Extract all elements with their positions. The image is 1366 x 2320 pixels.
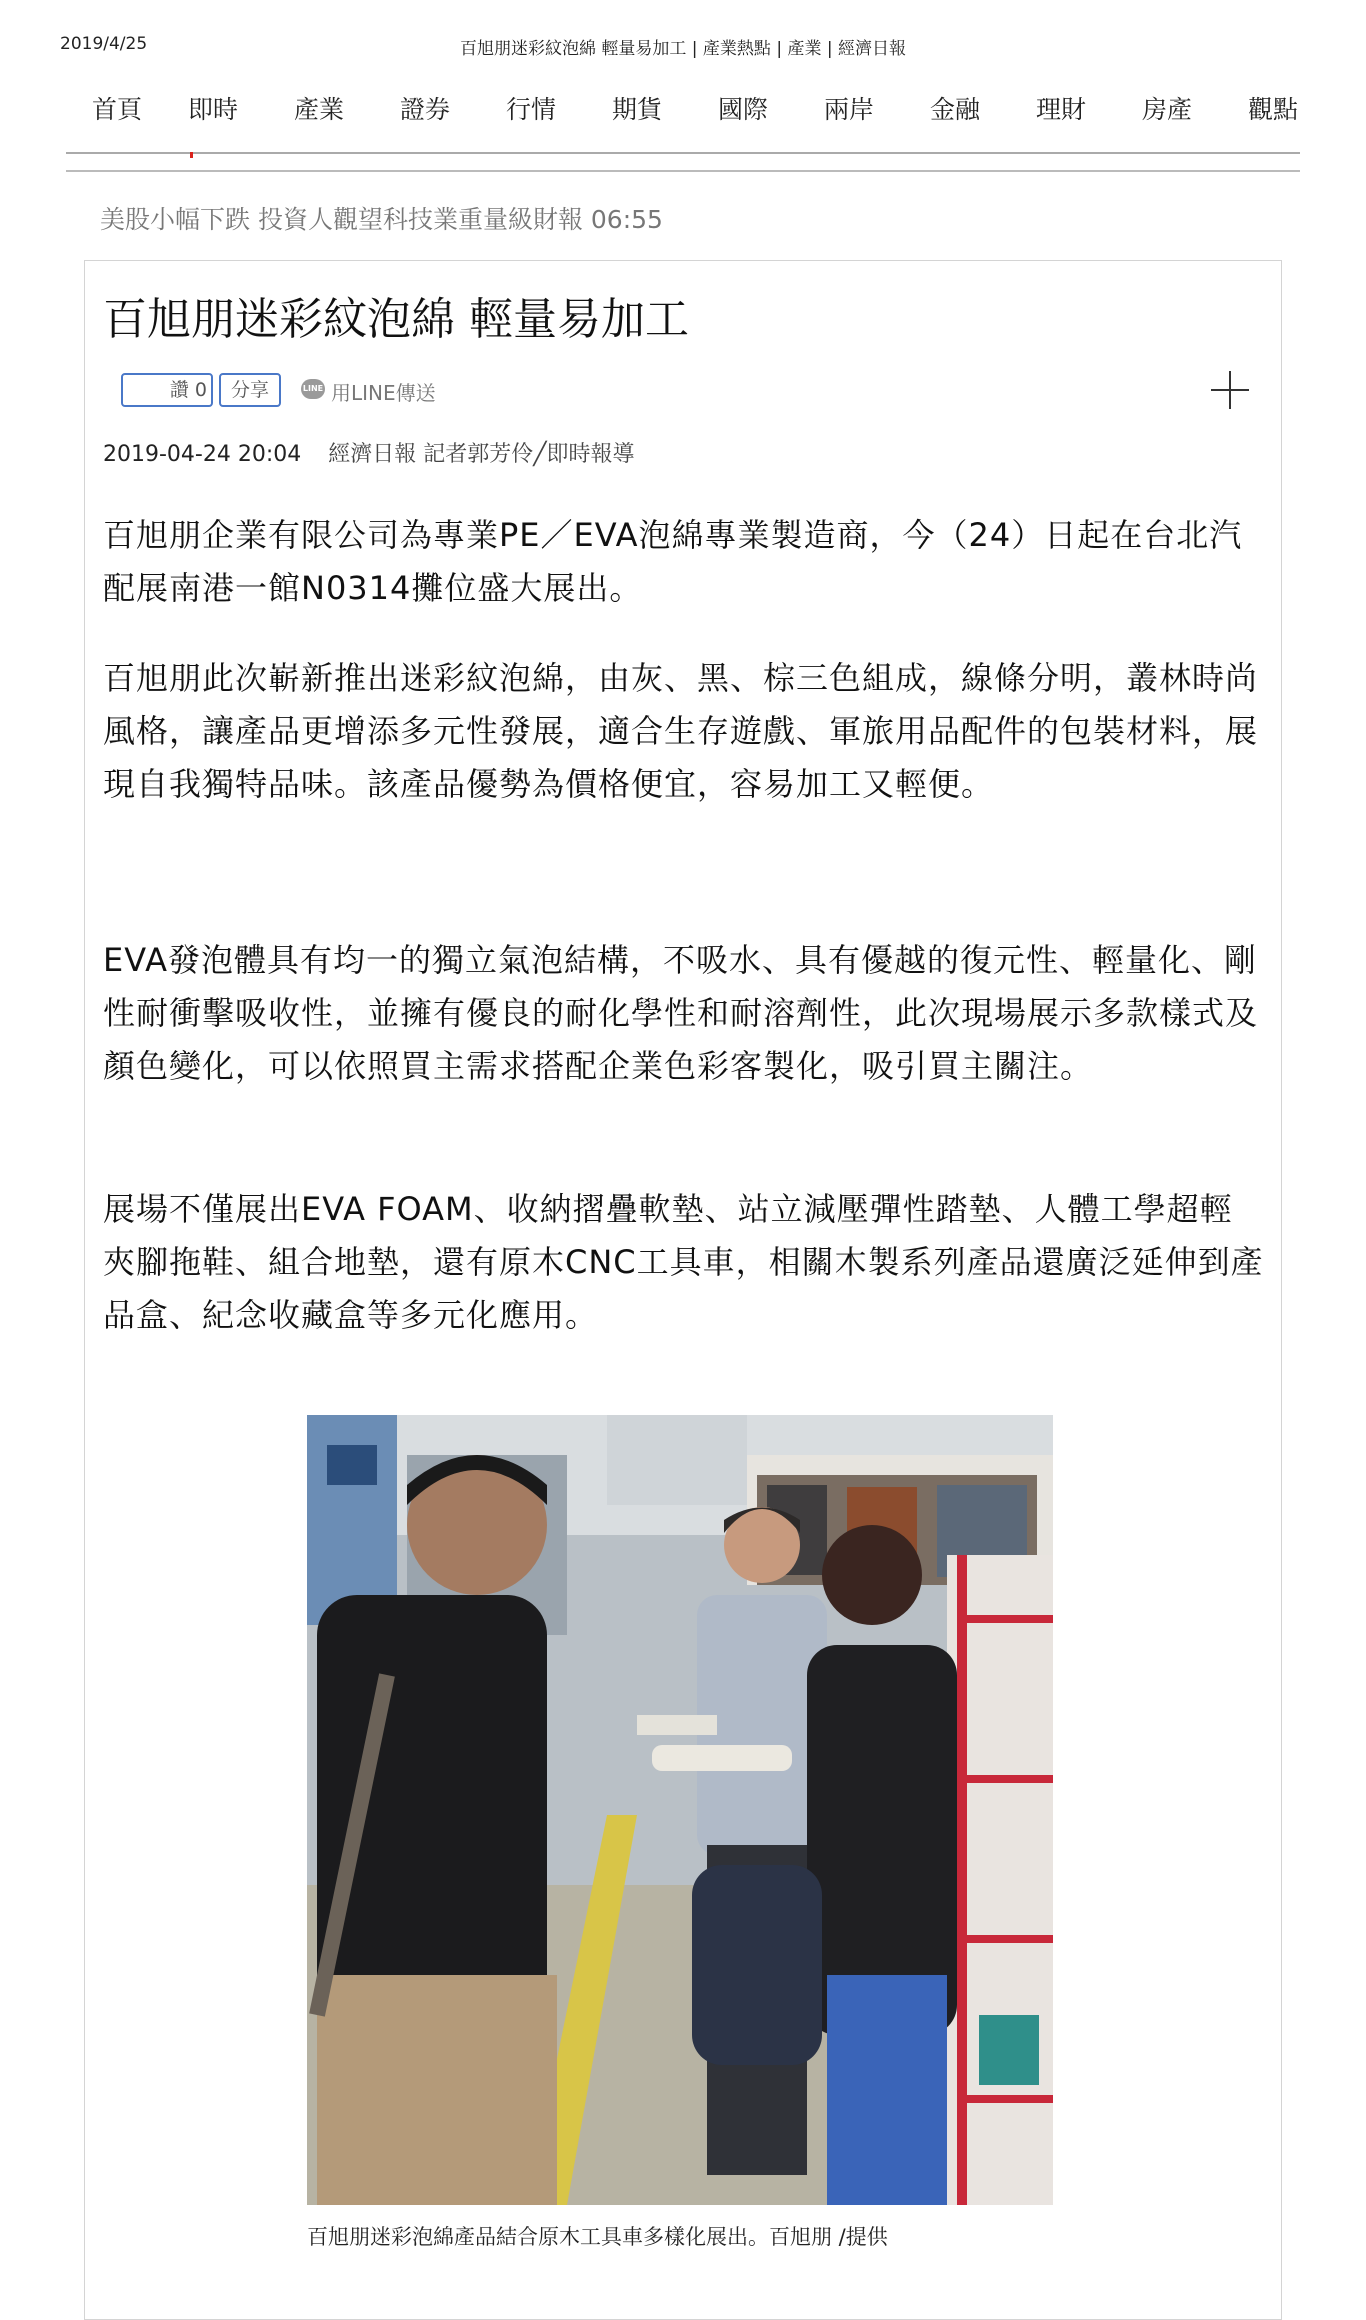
article-photo: [307, 1415, 1053, 2205]
article-datetime: 2019-04-24 20:04: [103, 442, 302, 467]
nav-item-futures[interactable]: 期貨: [612, 95, 663, 124]
nav-item-property[interactable]: 房產: [1142, 95, 1193, 124]
nav-item-securities[interactable]: 證券: [400, 95, 451, 124]
nav-item-opinion[interactable]: 觀點: [1248, 95, 1299, 124]
article-paragraph: 百旭朋企業有限公司為專業PE／EVA泡綿專業製造商，今（24）日起在台北汽配展南港一館N0314攤位盛大展出。: [103, 516, 1243, 607]
print-header: [0, 28, 1366, 58]
line-share-link[interactable]: 用LINE傳送: [331, 381, 436, 405]
nav-item-finance[interactable]: 金融: [930, 95, 981, 124]
nav-item-international[interactable]: 國際: [718, 95, 769, 124]
print-date: 2019/4/25: [60, 34, 148, 54]
nav-divider-lower: [66, 170, 1300, 172]
plus-icon[interactable]: [1207, 367, 1253, 413]
news-ticker[interactable]: 美股小幅下跌 投資人觀望科技業重量級財報 06:55: [100, 205, 663, 234]
main-nav: [66, 82, 1300, 142]
nav-divider: [66, 152, 1300, 154]
article-byline: [103, 437, 635, 468]
nav-item-quotes[interactable]: 行情: [506, 95, 557, 124]
nav-item-wealth[interactable]: 理財: [1036, 95, 1087, 124]
article-paragraph: 百旭朋此次嶄新推出迷彩紋泡綿，由灰、黑、棕三色組成，線條分明，叢林時尚風格，讓產品更增添多元性發展，適合生存遊戲、軍旅用品配件的包裝材料，展現自我獨特品味。該產品優勢為價格便宜，容易加工又輕便。: [103, 659, 1259, 803]
article-paragraph: EVA發泡體具有均一的獨立氣泡結構，不吸水、具有優越的復元性、輕量化、剛性耐衝擊吸收性，並擁有優良的耐化學性和耐溶劑性，此次現場展示多款樣式及顏色變化，可以依照買主需求搭配企業色彩客製化，吸引買主關注。: [103, 941, 1259, 1085]
nav-item-instant[interactable]: 即時: [188, 95, 239, 124]
article-paragraph: 展場不僅展出EVA FOAM、收納摺疊軟墊、站立減壓彈性踏墊、人體工學超輕夾腳拖鞋、組合地墊，還有原木CNC工具車，相關木製系列產品還廣泛延伸到產品盒、紀念收藏盒等多元化應用。: [103, 1190, 1264, 1334]
nav-item-home[interactable]: 首頁: [92, 95, 143, 124]
article-source: 經濟日報 記者郭芳伶╱即時報導: [328, 442, 635, 467]
nav-item-industry[interactable]: 產業: [294, 95, 345, 124]
nav-active-marker: [190, 152, 193, 158]
line-icon[interactable]: LINE: [301, 379, 325, 399]
photo-caption: 百旭朋迷彩泡綿產品結合原木工具車多樣化展出。百旭朋 /提供: [307, 2225, 888, 2249]
article-card: [84, 260, 1282, 2320]
trade-show-photo-illustration: [307, 1415, 1053, 2205]
share-button[interactable]: 分享: [219, 373, 281, 407]
article-headline: 百旭朋迷彩紋泡綿 輕量易加工: [103, 294, 689, 345]
print-page-title: 百旭朋迷彩紋泡綿 輕量易加工 | 產業熱點 | 產業 | 經濟日報: [459, 39, 906, 59]
like-button[interactable]: 讚 0: [121, 373, 213, 407]
nav-item-cross-strait[interactable]: 兩岸: [824, 95, 875, 124]
